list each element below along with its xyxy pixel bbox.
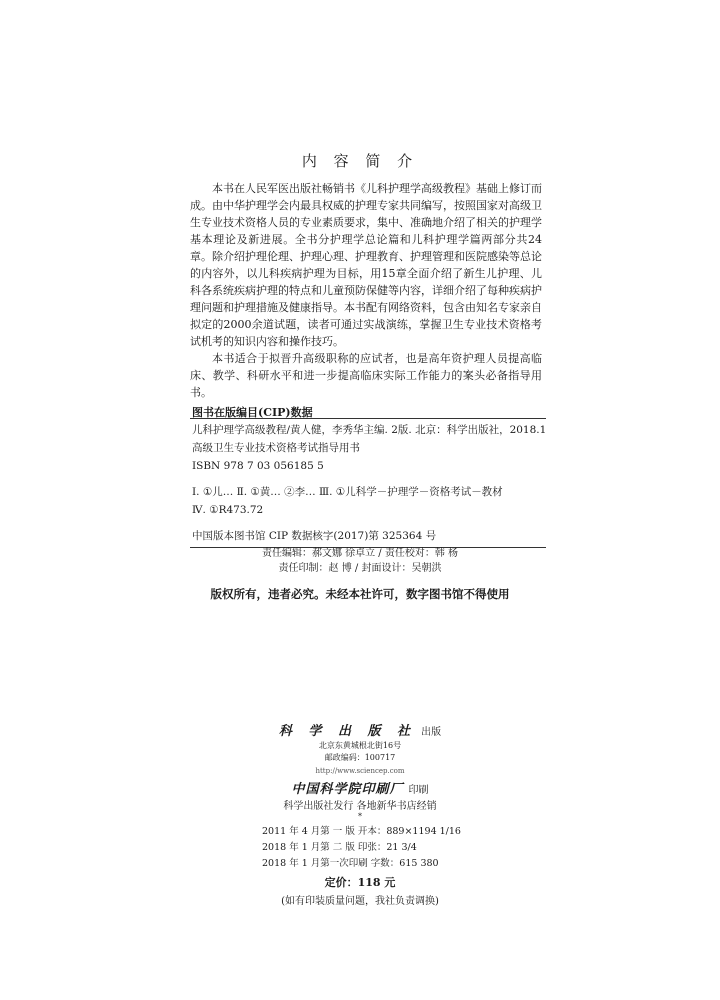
cip-line-2: 高级卫生专业技术资格考试指导用书	[192, 442, 360, 454]
publisher-suffix: 出版	[421, 727, 442, 738]
cip-line-1: 儿科护理学高级教程/黄人健，李秀华主编. 2版. 北京：科学出版社，2018.1	[192, 424, 547, 436]
print-info-row: 2018 年 1 月第 二 版 印张：21 3/4	[262, 842, 417, 853]
print-info-row: 2011 年 4 月第 一 版 开本：889×1194 1/16	[262, 826, 461, 837]
summary-paragraph-2: 本书适合于拟晋升高级职称的应试者，也是高年资护理人员提高临床、教学、科研水平和进一步提高临床实际工作能力的案头必备指导用书。	[190, 352, 542, 399]
summary-title: 内 容 简 介	[301, 152, 419, 170]
publisher-address: 北京东黄城根北街16号	[318, 741, 402, 750]
separator-mark: *	[358, 812, 362, 821]
editors-line-1: 责任编辑：郝文娜 徐卓立 / 责任校对：韩 杨	[261, 548, 459, 559]
print-info-row: 2018 年 1 月第一次印刷 字数：615 380	[262, 858, 439, 869]
cip-title: 图书在版编目(CIP)数据	[192, 406, 313, 419]
cip-classification-1: Ⅰ. ①儿… Ⅱ. ①黄… ②李… Ⅲ. ①儿科学－护理学－资格考试－教材	[192, 486, 503, 498]
price: 定价：118 元	[324, 876, 396, 889]
summary-paragraph-1: 本书在人民军医出版社畅销书《儿科护理学高级教程》基础上修订而成。由中华护理学会内最具权威的护理专家共同编写，按照国家对高级卫生专业技术资格人员的专业素质要求，集中、准确地介绍了相关的护理学基本理论及新进展。全书分护理学总论篇和儿科护理学篇两部分共24章。除介绍护理伦理、护理心理、护理教育、护理管理和医院感染等总论的内容外，以儿科疾病护理为目标，用15章全面介绍了新生儿护理、儿科各系统疾病护理的特点和儿童预防保健等内容，详细介绍了每种疾病护理问题和护理措施及健康指导。本书配有网络资料，包含由知名专家亲自拟定的2000余道试题，读者可通过实战演练，掌握卫生专业技术资格考试机考的知识内容和操作技巧。	[190, 182, 542, 348]
publisher-postcode: 邮政编码：100717	[324, 753, 396, 762]
printer-line	[0, 778, 720, 797]
editors-line-2: 责任印制：赵 博 / 封面设计：吴朝洪	[278, 563, 442, 574]
publisher-name: 科 学 出 版 社	[278, 724, 416, 739]
cip-block	[190, 418, 546, 548]
copyright-notice: 版权所有，违者必究。未经本社许可，数字图书馆不得使用	[210, 587, 510, 601]
cip-classification-2: Ⅳ. ①R473.72	[192, 504, 264, 516]
distribution-line: 科学出版社发行 各地新华书店经销	[283, 801, 437, 812]
cip-isbn: ISBN 978 7 03 056185 5	[192, 460, 324, 472]
summary-body	[190, 180, 542, 401]
printer-name: 中国科学院印刷厂	[291, 782, 404, 797]
printer-suffix: 印刷	[408, 785, 429, 796]
publisher-line	[0, 720, 720, 739]
quality-note: (如有印装质量问题，我社负责调换)	[281, 896, 439, 907]
print-info-table	[262, 824, 461, 872]
cip-library-number: 中国版本图书馆 CIP 数据核字(2017)第 325364 号	[192, 530, 437, 542]
publisher-url: http://www.sciencep.com	[315, 767, 405, 775]
